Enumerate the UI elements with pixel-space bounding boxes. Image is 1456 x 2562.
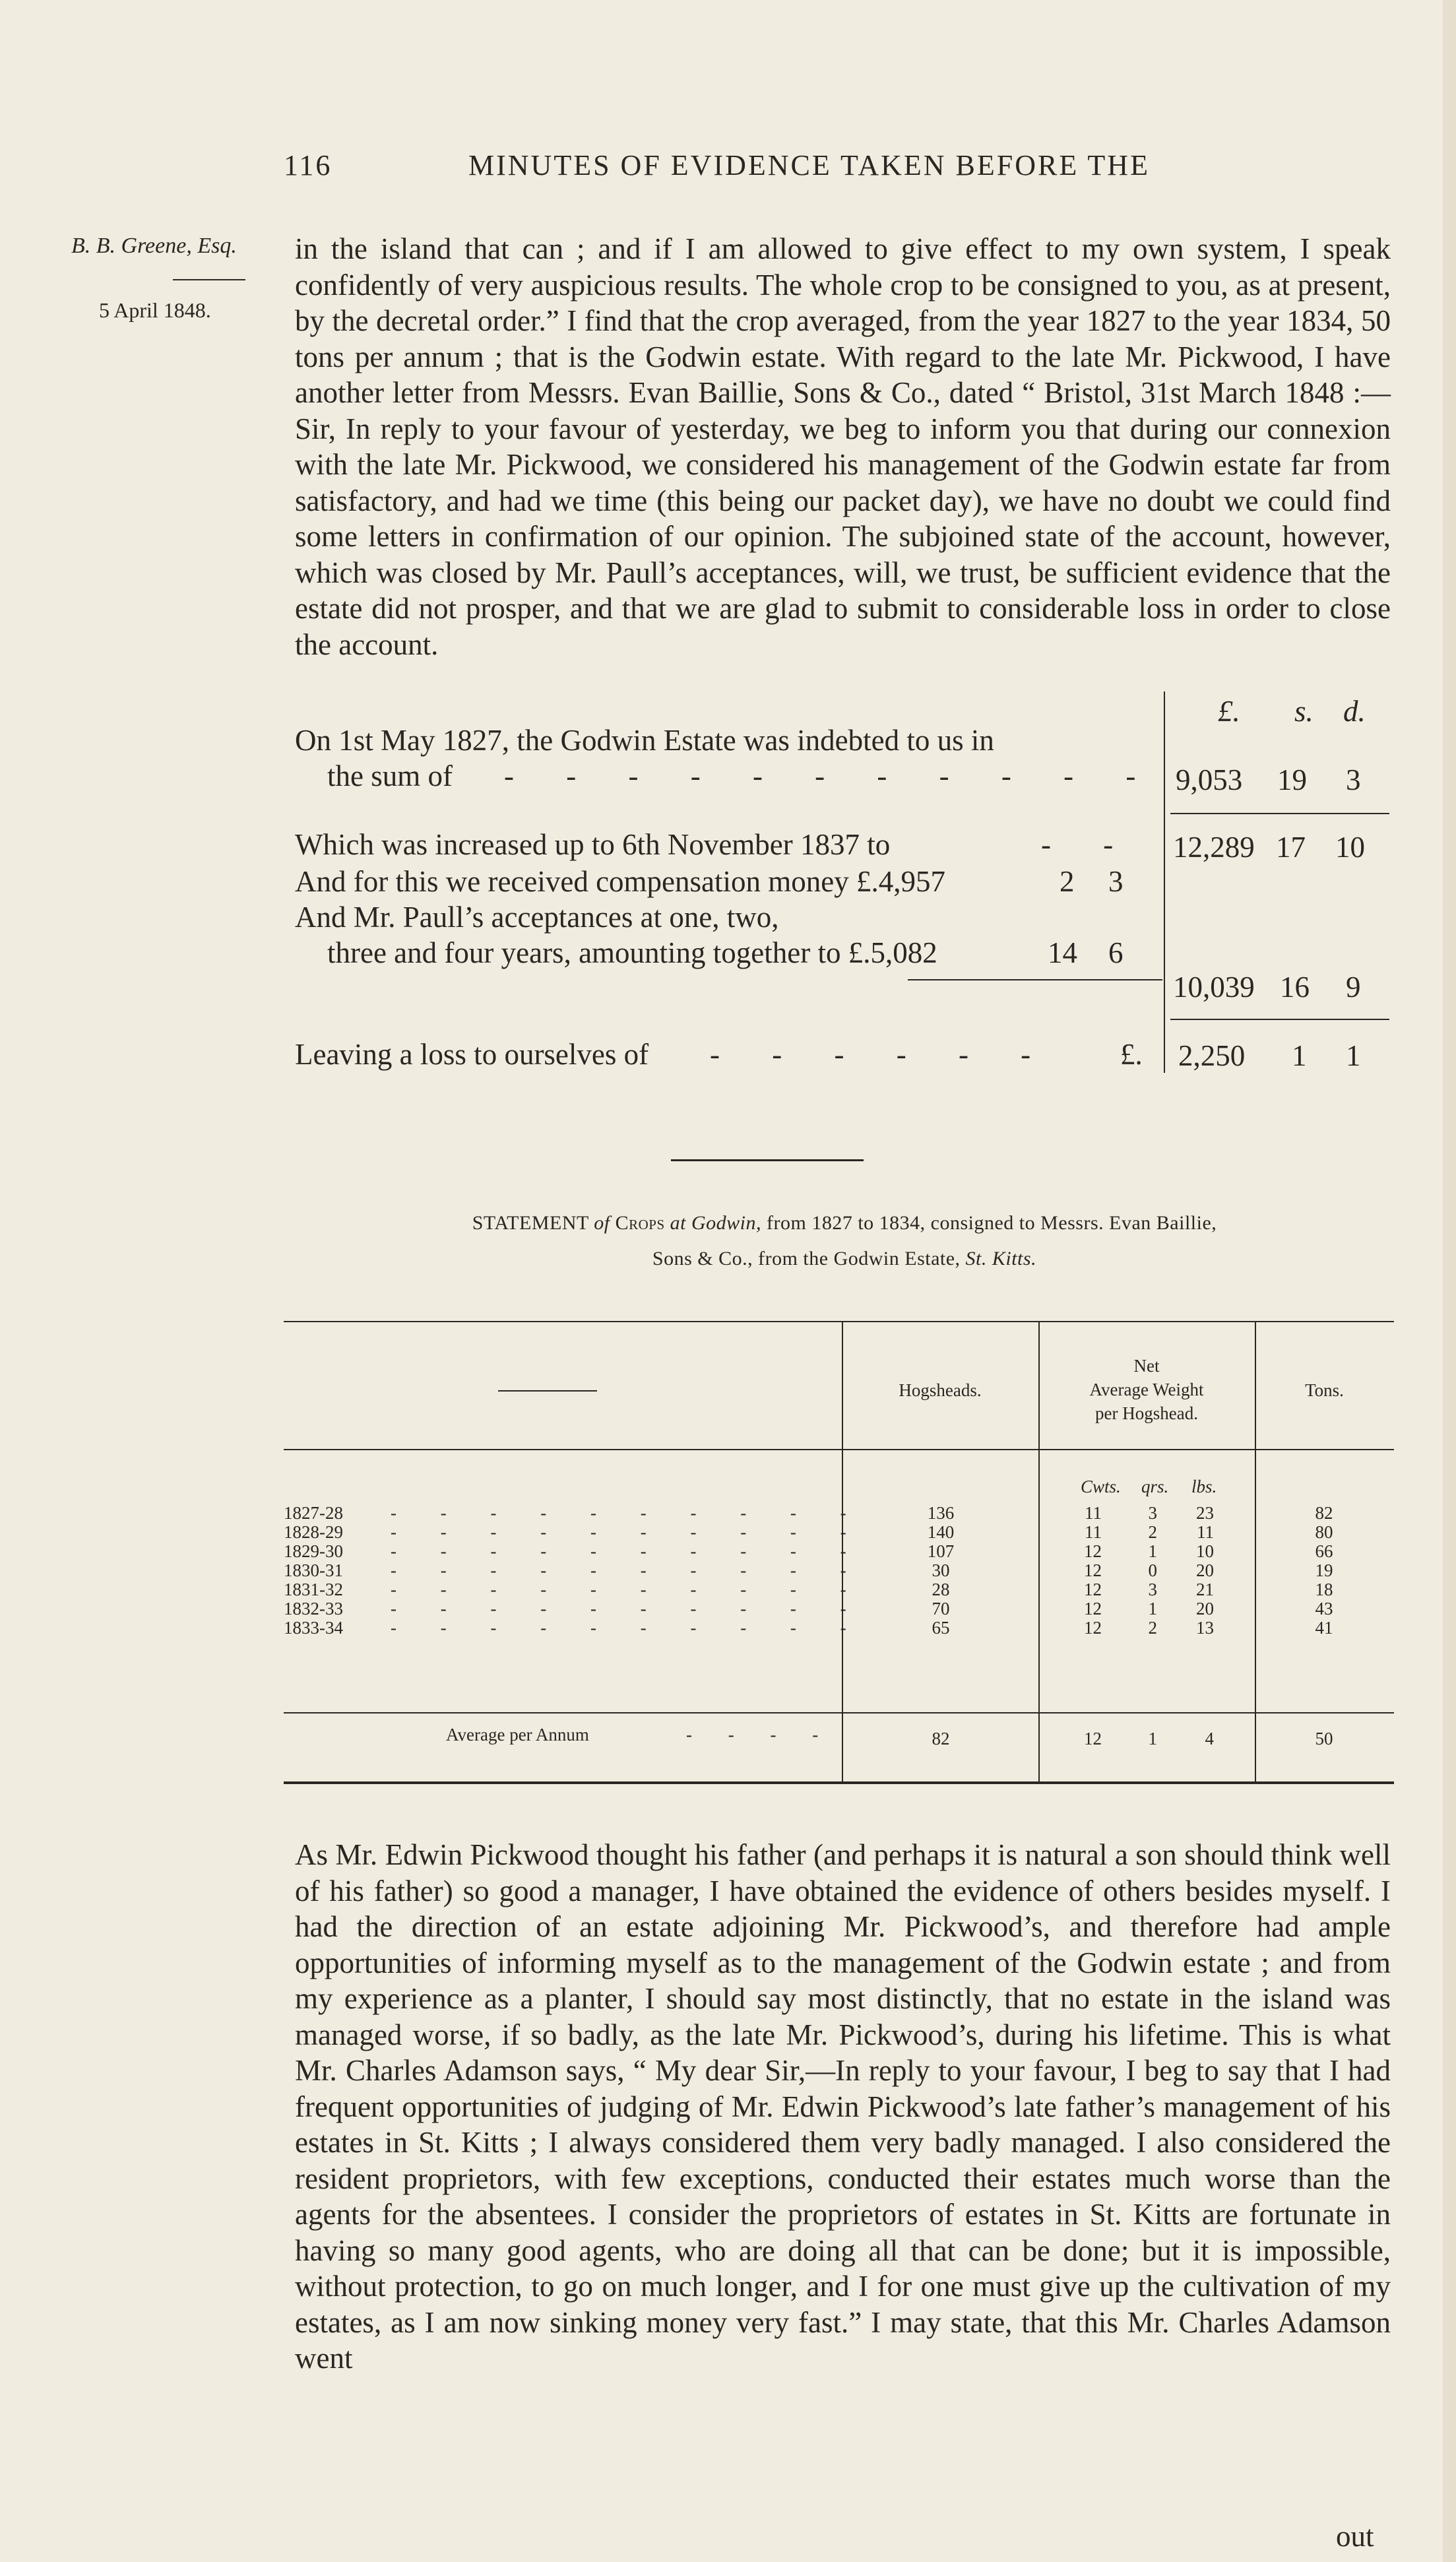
row3-shillings: 2 bbox=[1060, 865, 1075, 898]
average-hogsheads: 82 bbox=[932, 1729, 950, 1748]
cell-year: 1828-29 bbox=[284, 1522, 343, 1542]
leader-dots: - - - - - - - - - - bbox=[391, 1599, 866, 1618]
paragraph-letter: in the island that can ; and if I am allowed to give effect to my own system, I speak confidently of very auspicious results. The whole crop to be consigned to you, as at present, by the decretal order.” I find that the crop averaged, from the year 1827 to the year 1834, 50 tons per annum ; that is the Godwin estate. With regard to the late Mr. Pickwood, I have another letter from Messrs. Evan Baillie, Sons & Co., dated “ Bristol, 31st March 1848 :—Sir, In reply to your favour of yesterday, we beg to inform you that during our connexion with the late Mr. Pickwood, we considered his management of the Godwin estate far from satisfactory, and had we time (this being our packet day), we have no doubt we could find some letters in confirmation of our opinion. The subjoined state of the account, however, which was closed by Mr. Paull’s acceptances, will, we trust, be sufficient evidence that the estate did not prosper, and that we are glad to submit to considerable loss in order to close the account. bbox=[295, 232, 1391, 661]
account-column-rule bbox=[1164, 691, 1165, 1073]
cell-year: 1829-30 bbox=[284, 1541, 343, 1561]
caption-statement: STATEMENT bbox=[472, 1212, 589, 1234]
rule-row4 bbox=[1170, 1019, 1389, 1020]
account-row3: And for this we received compensation money £.4,957 bbox=[295, 865, 946, 898]
caption-godwin: Godwin, bbox=[691, 1212, 762, 1234]
leader-dots: - - - - - - - - - - bbox=[391, 1560, 866, 1580]
margin-rule bbox=[173, 279, 245, 280]
cell-tons: 80 bbox=[1315, 1522, 1333, 1542]
cell-hogsheads: 107 bbox=[927, 1541, 955, 1561]
cell-cwts: 12 bbox=[1084, 1618, 1102, 1638]
page-number: 116 bbox=[284, 149, 332, 181]
cell-hogsheads: 136 bbox=[927, 1503, 955, 1523]
cell-lbs: 20 bbox=[1196, 1599, 1214, 1618]
cell-tons: 43 bbox=[1315, 1599, 1333, 1618]
cell-tons: 18 bbox=[1315, 1580, 1333, 1599]
cell-qrs: 2 bbox=[1148, 1522, 1157, 1542]
row1-pence: 3 bbox=[1346, 763, 1361, 796]
col-header-net: Net bbox=[1133, 1356, 1160, 1376]
average-qrs: 1 bbox=[1148, 1729, 1157, 1748]
page-edge bbox=[1443, 0, 1456, 2562]
margin-witness: B. B. Greene, Esq. bbox=[71, 234, 237, 258]
average-label: Average per Annum bbox=[446, 1725, 589, 1745]
stub-header-dash bbox=[498, 1390, 597, 1392]
cell-year: 1833-34 bbox=[284, 1618, 343, 1638]
header-pence: d. bbox=[1343, 695, 1366, 728]
cell-lbs: 13 bbox=[1196, 1618, 1214, 1638]
catchword: out bbox=[1336, 2520, 1374, 2553]
leader-dots: - - - - - - - - - - bbox=[391, 1618, 866, 1638]
rule-row4-inner bbox=[908, 979, 1162, 980]
cell-lbs: 20 bbox=[1196, 1560, 1214, 1580]
account-row1-line1: On 1st May 1827, the Godwin Estate was indebted to us in bbox=[295, 724, 994, 757]
header-shillings: s. bbox=[1294, 695, 1314, 728]
rule-row1 bbox=[1170, 813, 1389, 814]
row4-shillings: 14 bbox=[1048, 936, 1077, 969]
table-bottom-rule bbox=[284, 1781, 1394, 1784]
caption-line2: Sons & Co., from the Godwin Estate, bbox=[652, 1248, 961, 1269]
row4-pence: 6 bbox=[1108, 936, 1124, 969]
cell-hogsheads: 30 bbox=[932, 1560, 950, 1580]
account-row2: Which was increased up to 6th November 1837 to bbox=[295, 828, 891, 861]
cell-year: 1830-31 bbox=[284, 1560, 343, 1580]
row2-pounds: 12,289 bbox=[1173, 831, 1255, 864]
col-header-weight: Average Weight bbox=[1089, 1380, 1204, 1399]
cell-qrs: 2 bbox=[1148, 1618, 1157, 1638]
row2-pence: 10 bbox=[1335, 831, 1365, 864]
leader-dots: - - - - - - bbox=[710, 1038, 1054, 1071]
cell-qrs: 3 bbox=[1148, 1503, 1157, 1523]
row2-shillings: 17 bbox=[1276, 831, 1306, 864]
leader-dots: - - - - - - - - - - bbox=[391, 1580, 866, 1599]
leader-dots: - - bbox=[1041, 828, 1136, 861]
caption-of: of bbox=[594, 1212, 610, 1234]
table-caption-line2 bbox=[290, 1244, 1399, 1273]
row5-currency: £. bbox=[1120, 1038, 1143, 1071]
cell-hogsheads: 65 bbox=[932, 1618, 950, 1638]
cell-tons: 19 bbox=[1315, 1560, 1333, 1580]
leader-dots: - - - - - - - - - - bbox=[391, 1522, 866, 1542]
table-average-rule bbox=[284, 1712, 1394, 1713]
cell-qrs: 1 bbox=[1148, 1599, 1157, 1618]
caption-rest: from 1827 to 1834, consigned to Messrs. Evan Baillie, bbox=[767, 1212, 1217, 1234]
section-separator bbox=[671, 1159, 864, 1161]
col-header-per-hogshead: per Hogshead. bbox=[1095, 1403, 1198, 1423]
row5-shillings: 1 bbox=[1292, 1039, 1307, 1072]
row4-shillings-total: 16 bbox=[1280, 971, 1310, 1004]
cell-year: 1832-33 bbox=[284, 1599, 343, 1618]
cell-cwts: 11 bbox=[1085, 1503, 1102, 1523]
caption-crops: Crops bbox=[615, 1212, 665, 1234]
cell-cwts: 12 bbox=[1084, 1541, 1102, 1561]
cell-qrs: 0 bbox=[1148, 1560, 1157, 1580]
cell-cwts: 11 bbox=[1085, 1522, 1102, 1542]
account-row1-line2: the sum of bbox=[327, 759, 453, 792]
leader-dots: - - - - - - - - - - bbox=[391, 1541, 866, 1561]
cell-lbs: 11 bbox=[1197, 1522, 1214, 1542]
margin-date: 5 April 1848. bbox=[99, 298, 211, 322]
cell-lbs: 21 bbox=[1196, 1580, 1214, 1599]
col-header-hogsheads: Hogsheads. bbox=[899, 1380, 982, 1400]
cell-hogsheads: 140 bbox=[927, 1522, 955, 1542]
cell-year: 1827-28 bbox=[284, 1503, 343, 1523]
col-header-tons: Tons. bbox=[1305, 1380, 1344, 1400]
row5-pounds: 2,250 bbox=[1178, 1039, 1246, 1072]
account-row5: Leaving a loss to ourselves of bbox=[295, 1038, 649, 1071]
account-row4-line2: three and four years, amounting together to £.5,082 bbox=[327, 936, 937, 969]
cell-tons: 82 bbox=[1315, 1503, 1333, 1523]
header-pounds: £. bbox=[1218, 695, 1240, 728]
table-caption-line1 bbox=[290, 1209, 1399, 1238]
average-lbs: 4 bbox=[1205, 1729, 1214, 1748]
average-tons: 50 bbox=[1315, 1729, 1333, 1748]
cell-qrs: 3 bbox=[1148, 1580, 1157, 1599]
average-cwts: 12 bbox=[1084, 1729, 1102, 1748]
cell-hogsheads: 28 bbox=[932, 1580, 950, 1599]
cell-lbs: 10 bbox=[1196, 1541, 1214, 1561]
unit-qrs: qrs. bbox=[1141, 1477, 1169, 1496]
leader-dots: - - - - - - - - - - bbox=[391, 1503, 866, 1523]
row4-pence-total: 9 bbox=[1346, 971, 1361, 1004]
table-header-rule bbox=[284, 1449, 1394, 1450]
cell-hogsheads: 70 bbox=[932, 1599, 950, 1618]
cell-cwts: 12 bbox=[1084, 1560, 1102, 1580]
caption-at: at bbox=[670, 1212, 686, 1234]
row1-pounds: 9,053 bbox=[1176, 763, 1243, 796]
unit-lbs: lbs. bbox=[1191, 1477, 1217, 1496]
account-row4-line1: And Mr. Paull’s acceptances at one, two, bbox=[295, 901, 779, 934]
cell-cwts: 12 bbox=[1084, 1599, 1102, 1618]
table-top-rule bbox=[284, 1321, 1394, 1322]
row4-pounds-total: 10,039 bbox=[1173, 971, 1255, 1004]
running-title: MINUTES OF EVIDENCE TAKEN BEFORE THE bbox=[468, 149, 1150, 181]
cell-lbs: 23 bbox=[1196, 1503, 1214, 1523]
leader-dots: - - - - bbox=[686, 1725, 835, 1745]
row3-pence: 3 bbox=[1108, 865, 1124, 898]
cell-cwts: 12 bbox=[1084, 1580, 1102, 1599]
leader-dots: - - - - - - - - - - - bbox=[504, 759, 1158, 792]
row5-pence: 1 bbox=[1346, 1039, 1361, 1072]
cell-year: 1831-32 bbox=[284, 1580, 343, 1599]
paragraph-testimony: As Mr. Edwin Pickwood thought his father (and perhaps it is natural a son should think well of his father) so good a manager, I have obtained the evidence of others besides myself. I had the direction of an estate adjoining Mr. Pickwood’s, and therefore had ample opportunities of informing myself as to the management of the Godwin estate ; and from my experience as a planter, I should say most distinctly, that no estate in the island was managed worse, if so badly, as the late Mr. Pickwood’s, during his lifetime. This is what Mr. Charles Adamson says, “ My dear Sir,—In reply to your favour, I beg to say that I had frequent opportunities of judging of Mr. Edwin Pickwood’s late father’s management of his estates in St. Kitts ; I always considered them very badly managed. I also considered the resident proprietors, with few exceptions, conducted their estates much worse than the agents for the absentees. I consider the proprietors of estates in St. Kitts are fortunate in having so many good agents, who are doing all that can be done; but it is impossible, without protection, to go on much longer, and I for one must give up the cultivation of my estates, as I am now sinking money very fast.” I may state, that this Mr. Charles Adamson went bbox=[295, 1838, 1391, 2375]
caption-st-kitts: St. Kitts. bbox=[965, 1248, 1037, 1269]
row1-shillings: 19 bbox=[1277, 763, 1307, 796]
cell-tons: 66 bbox=[1315, 1541, 1333, 1561]
unit-cwts: Cwts. bbox=[1081, 1477, 1121, 1496]
cell-tons: 41 bbox=[1315, 1618, 1333, 1638]
cell-qrs: 1 bbox=[1148, 1541, 1157, 1561]
